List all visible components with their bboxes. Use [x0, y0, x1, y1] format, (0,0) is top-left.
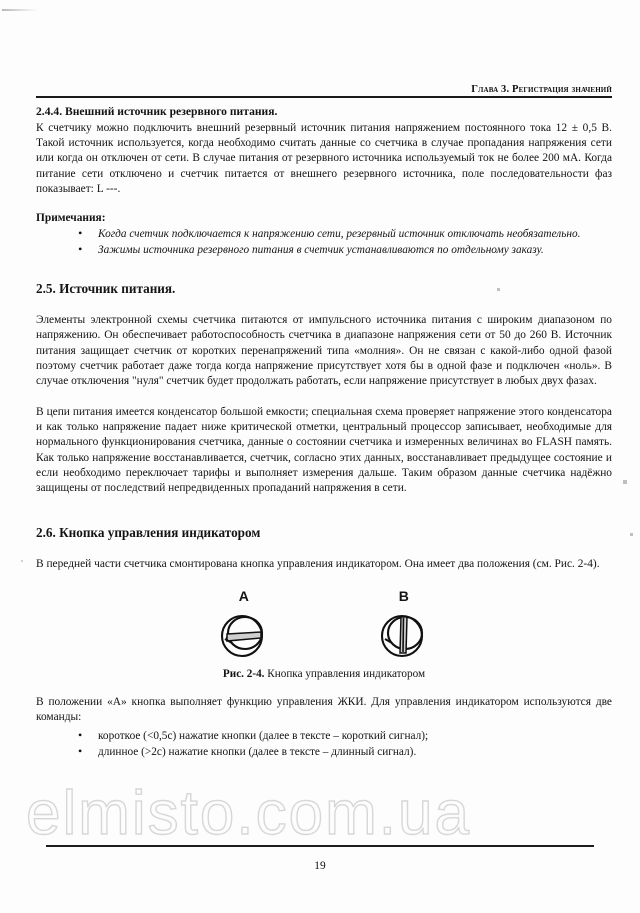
- figure-caption-prefix: Рис. 2-4.: [222, 667, 265, 680]
- spacer: [36, 542, 612, 557]
- paragraph-2-6: В передней части счетчика смонтирована кнопка управления индикатором. Она имеет два положения (см. Рис. 2-4).: [36, 557, 600, 570]
- footer-divider: [46, 845, 594, 847]
- spacer: [36, 197, 612, 212]
- scan-speck: [21, 560, 23, 562]
- figure-2-4: [36, 588, 612, 680]
- list-item: • Зажимы источника резервного питания в счетчик устанавливаются по отдельному заказу.: [36, 243, 612, 258]
- list-item: • Когда счетчик подключается к напряжению сети, резервный источник отключать необязательно.: [36, 227, 612, 242]
- scan-speck: [623, 480, 627, 484]
- watermark: elmisto.com.ua: [26, 779, 471, 848]
- paragraph-2-5-2: В цепи питания имеется конденсатор большой емкости; специальная схема проверяет напряжение этого конденсатора и как только напряжение падает ниже критической отметки, центральный процессор записывает, необходимые для нормального функционирования счетчика, данные о состоянии счетчика и измеренных величинах во FLASH память. Как только напряжение восстанавливается, счетчик, согласно этих данных, восстанавливает предыдущее состояние и если необходимо переключает тарифы и выполняет измерения дальше. Таким образом данные счетчика надёжно защищены от последствий непредвиденных пропаданий напряжения в сети.: [36, 405, 612, 495]
- spacer: [36, 298, 612, 313]
- page-content: [36, 104, 612, 761]
- header-divider: [36, 96, 612, 98]
- figure-label-a: A: [238, 587, 250, 604]
- paragraph-2-6-after: В положении «А» кнопка выполняет функцию управления ЖКИ. Для управления индикатором используются две команды:: [36, 695, 612, 724]
- button-position-b-icon: [372, 607, 436, 663]
- scan-artifact: [2, 9, 38, 11]
- list-item: • длинное (>2с) нажатие кнопки (далее в тексте – длинный сигнал).: [36, 745, 612, 760]
- paragraph-2-4-4: К счетчику можно подключить внешний резервный источник питания напряжением постоянного тока 12 ± 0,5 В. Такой источник используется, когда необходимо считать данные со счетчика в случае пропадания напряжения сети или когда он отключен от сети. В случае питания от резервного источника используемый ток не более 200 мА. Когда питание сети отключено и счетчик питается от внешнего резервного источника, поле последовательности фаз показывает: L ---.: [36, 121, 612, 195]
- spacer: [36, 497, 612, 524]
- button-position-a-icon: [212, 607, 276, 663]
- running-head-title: Глава 3. Регистрация значений: [471, 84, 612, 95]
- figure-position-b: [372, 588, 436, 663]
- notes-list: [36, 227, 612, 258]
- scan-speck: [630, 533, 633, 536]
- figure-caption-text: Кнопка управления индикатором: [267, 667, 426, 680]
- figure-position-a: [212, 588, 276, 663]
- spacer: [36, 259, 612, 280]
- commands-list: [36, 729, 612, 760]
- paragraph-2-5-1: Элементы электронной схемы счетчика питаются от импульсного источника питания с широким диапазоном по напряжению. Он обеспечивает работоспособность счетчика в диапазоне напряжения сети от 50 до 260 В. Источник питания защищает счетчик от коротких перенапряжений типа «молния». Он не связан с какой-либо одной фазой поэтому счетчик работает даже тогда когда напряжение присутствует хотя бы в одной фазе и подключен «ноль». В случае отключения "нуля" счетчик будет продолжать работать, если напряжение присутствует в любых двух фазах.: [36, 314, 612, 388]
- heading-2-6: 2.6. Кнопка управления индикатором: [36, 524, 261, 540]
- list-item: • короткое (<0,5с) нажатие кнопки (далее в тексте – короткий сигнал);: [36, 729, 612, 744]
- figure-caption: [36, 668, 612, 680]
- figure-images-row: [36, 588, 612, 663]
- heading-2-4-4: 2.4.4. Внешний источник резервного питания.: [36, 105, 278, 118]
- page-number: 19: [314, 860, 326, 872]
- page-header: [36, 84, 612, 98]
- figure-label-b: B: [398, 587, 410, 604]
- heading-2-5: 2.5. Источник питания.: [36, 281, 176, 297]
- spacer: [36, 680, 612, 695]
- notes-label: Примечания:: [36, 212, 106, 225]
- spacer: [36, 390, 612, 405]
